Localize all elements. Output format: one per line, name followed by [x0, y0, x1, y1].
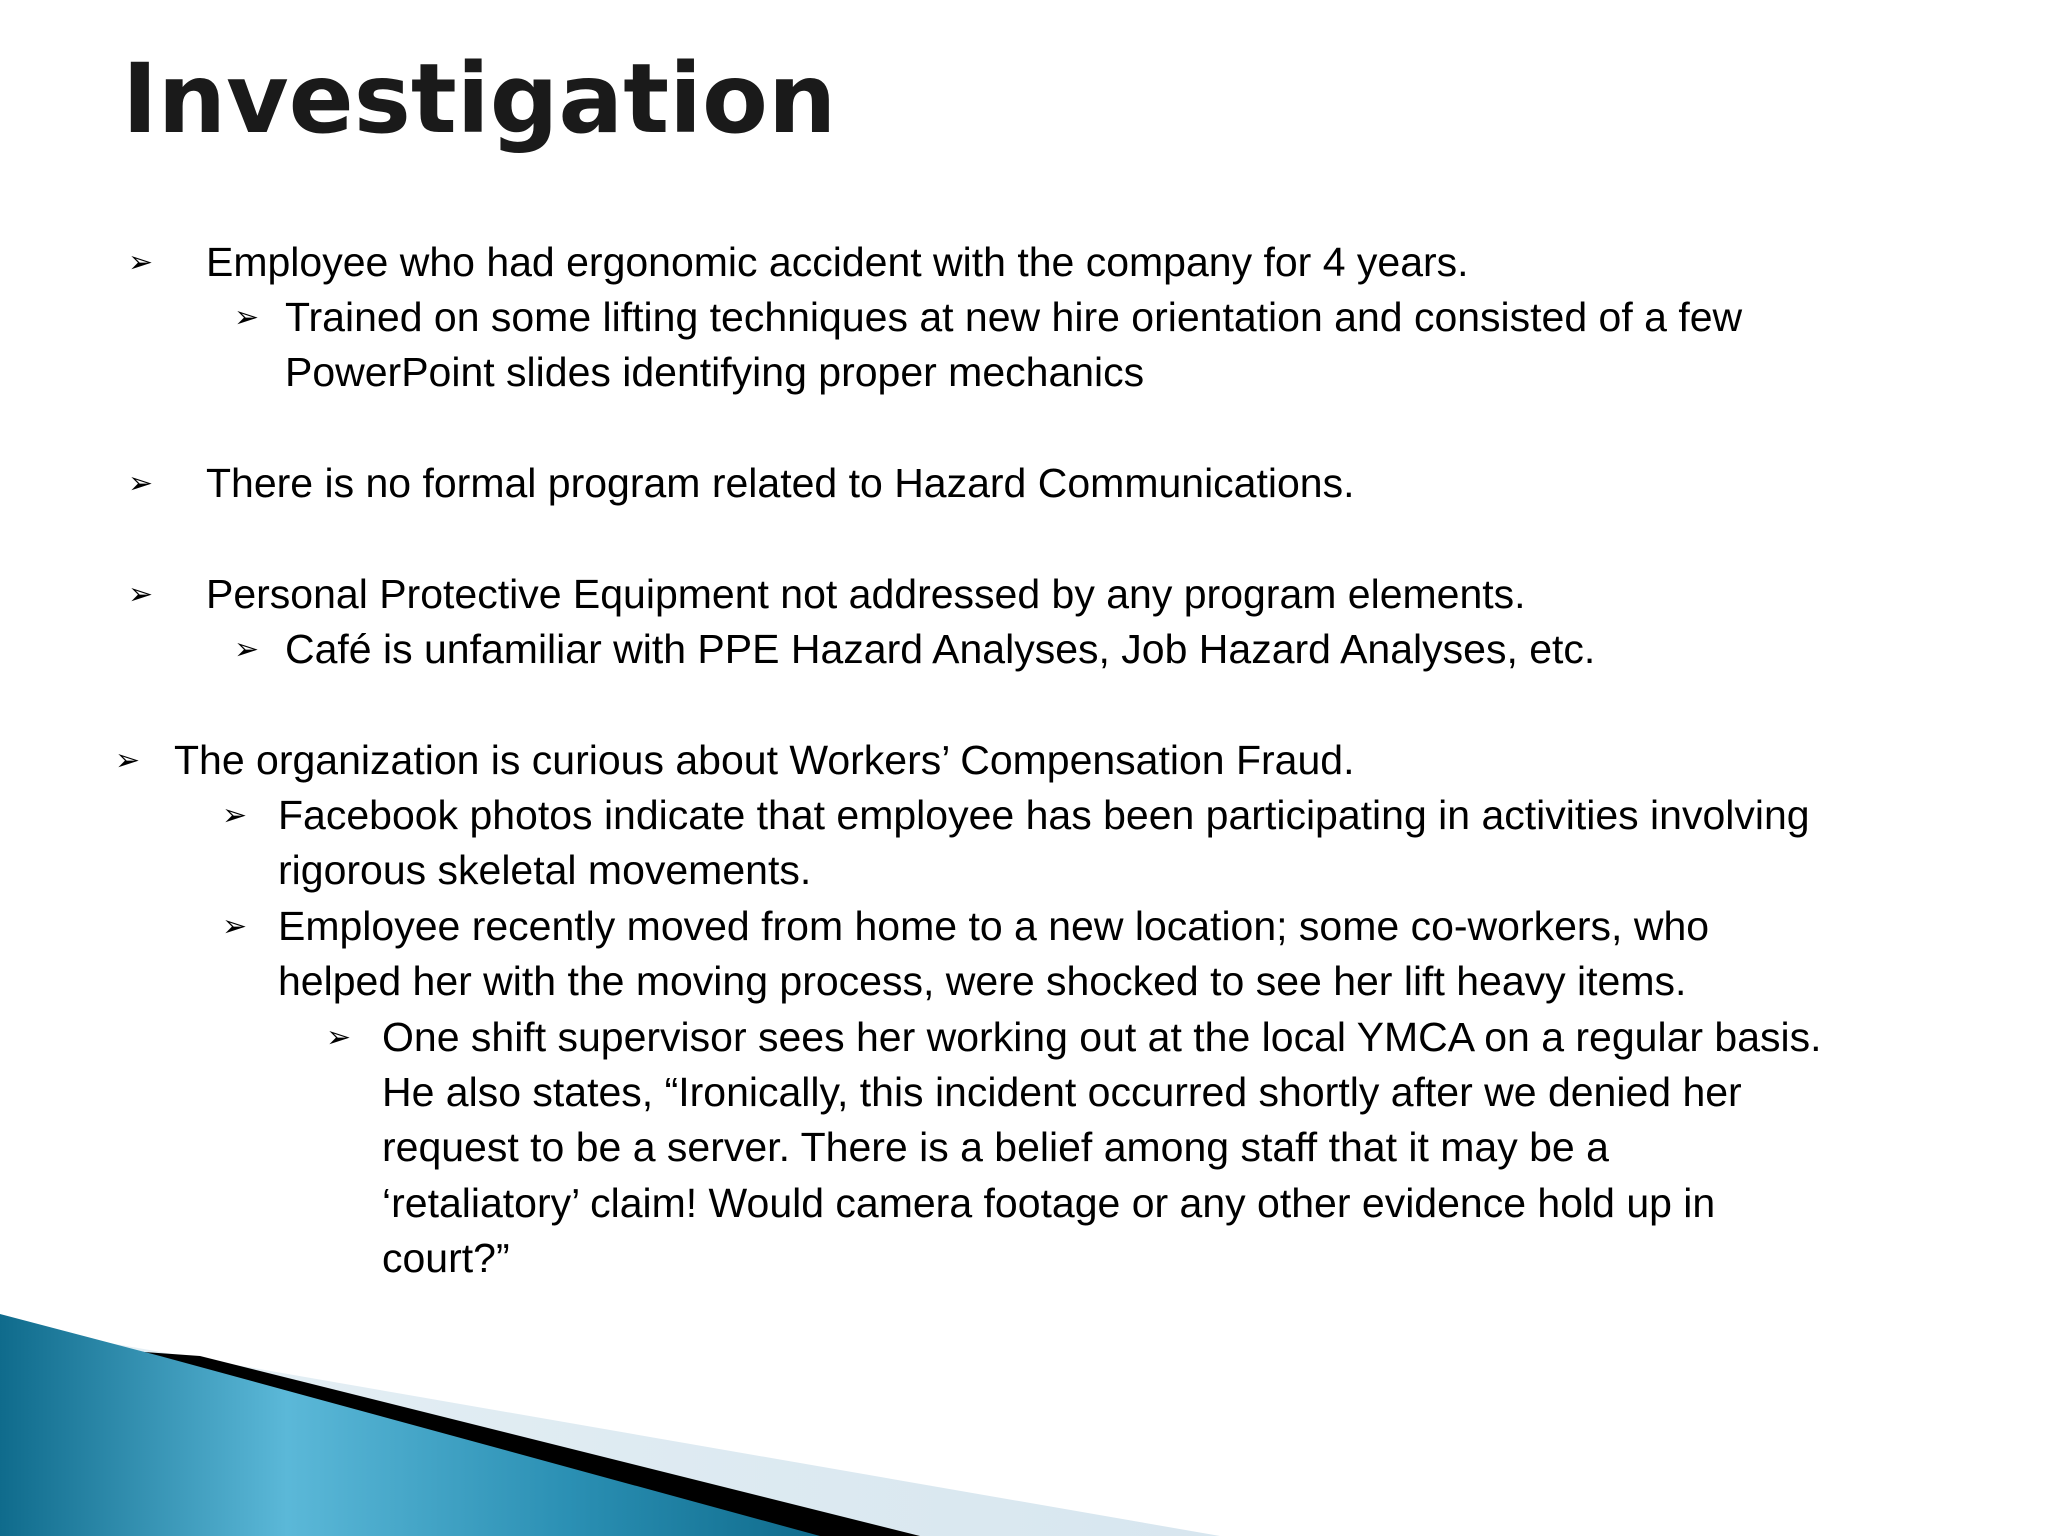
bullet-text: helped her with the moving process, were shocked to see her lift heavy items. [278, 958, 1687, 1004]
bullet-text: Employee recently moved from home to a new location; some co-workers, who [278, 903, 1710, 949]
arrow-bullet-icon: ➢ [234, 300, 260, 335]
bullet-text: One shift supervisor sees her working out at the local YMCA on a regular basis. [382, 1014, 1822, 1060]
decorative-swoosh [0, 1276, 2048, 1536]
bullet-text: He also states, “Ironically, this incident occurred shortly after we denied her [382, 1069, 1742, 1115]
bullet-text: Café is unfamiliar with PPE Hazard Analyses, Job Hazard Analyses, etc. [285, 626, 1596, 672]
bullet-text: rigorous skeletal movements. [278, 847, 812, 893]
bullet-text: Employee who had ergonomic accident with the company for 4 years. [206, 239, 1469, 285]
bullet-continuation [382, 1120, 1609, 1175]
arrow-bullet-icon: ➢ [222, 798, 248, 833]
bullet-continuation [382, 1176, 1715, 1231]
bullet-continuation [382, 1065, 1742, 1120]
arrow-bullet-icon: ➢ [128, 466, 154, 501]
bullet-continuation [278, 843, 811, 898]
bullet-text: The organization is curious about Workers’ Compensation Fraud. [174, 737, 1355, 783]
bullet-text: request to be a server. There is a belief among staff that it may be a [382, 1124, 1609, 1170]
bullet-text: ‘retaliatory’ claim! Would camera footage or any other evidence hold up in [382, 1180, 1716, 1226]
bullet-text: PowerPoint slides identifying proper mechanics [285, 349, 1145, 395]
arrow-bullet-icon: ➢ [115, 743, 141, 778]
arrow-bullet-icon: ➢ [326, 1020, 352, 1055]
bullet-text: court?” [382, 1235, 510, 1281]
arrow-bullet-icon: ➢ [234, 632, 260, 667]
bullet-text: There is no formal program related to Hazard Communications. [206, 460, 1355, 506]
slide-title: Investigation [122, 43, 837, 155]
bullet-text: Personal Protective Equipment not addressed by any program elements. [206, 571, 1526, 617]
bullet-continuation [278, 954, 1686, 1009]
bullet-text: Facebook photos indicate that employee has been participating in activities involving [278, 792, 1810, 838]
arrow-bullet-icon: ➢ [222, 909, 248, 944]
bullet-text: Trained on some lifting techniques at new hire orientation and consisted of a few [285, 294, 1743, 340]
blue-wedge [0, 1314, 820, 1536]
bullet-continuation [285, 345, 1144, 400]
arrow-bullet-icon: ➢ [128, 577, 154, 612]
arrow-bullet-icon: ➢ [128, 245, 154, 280]
